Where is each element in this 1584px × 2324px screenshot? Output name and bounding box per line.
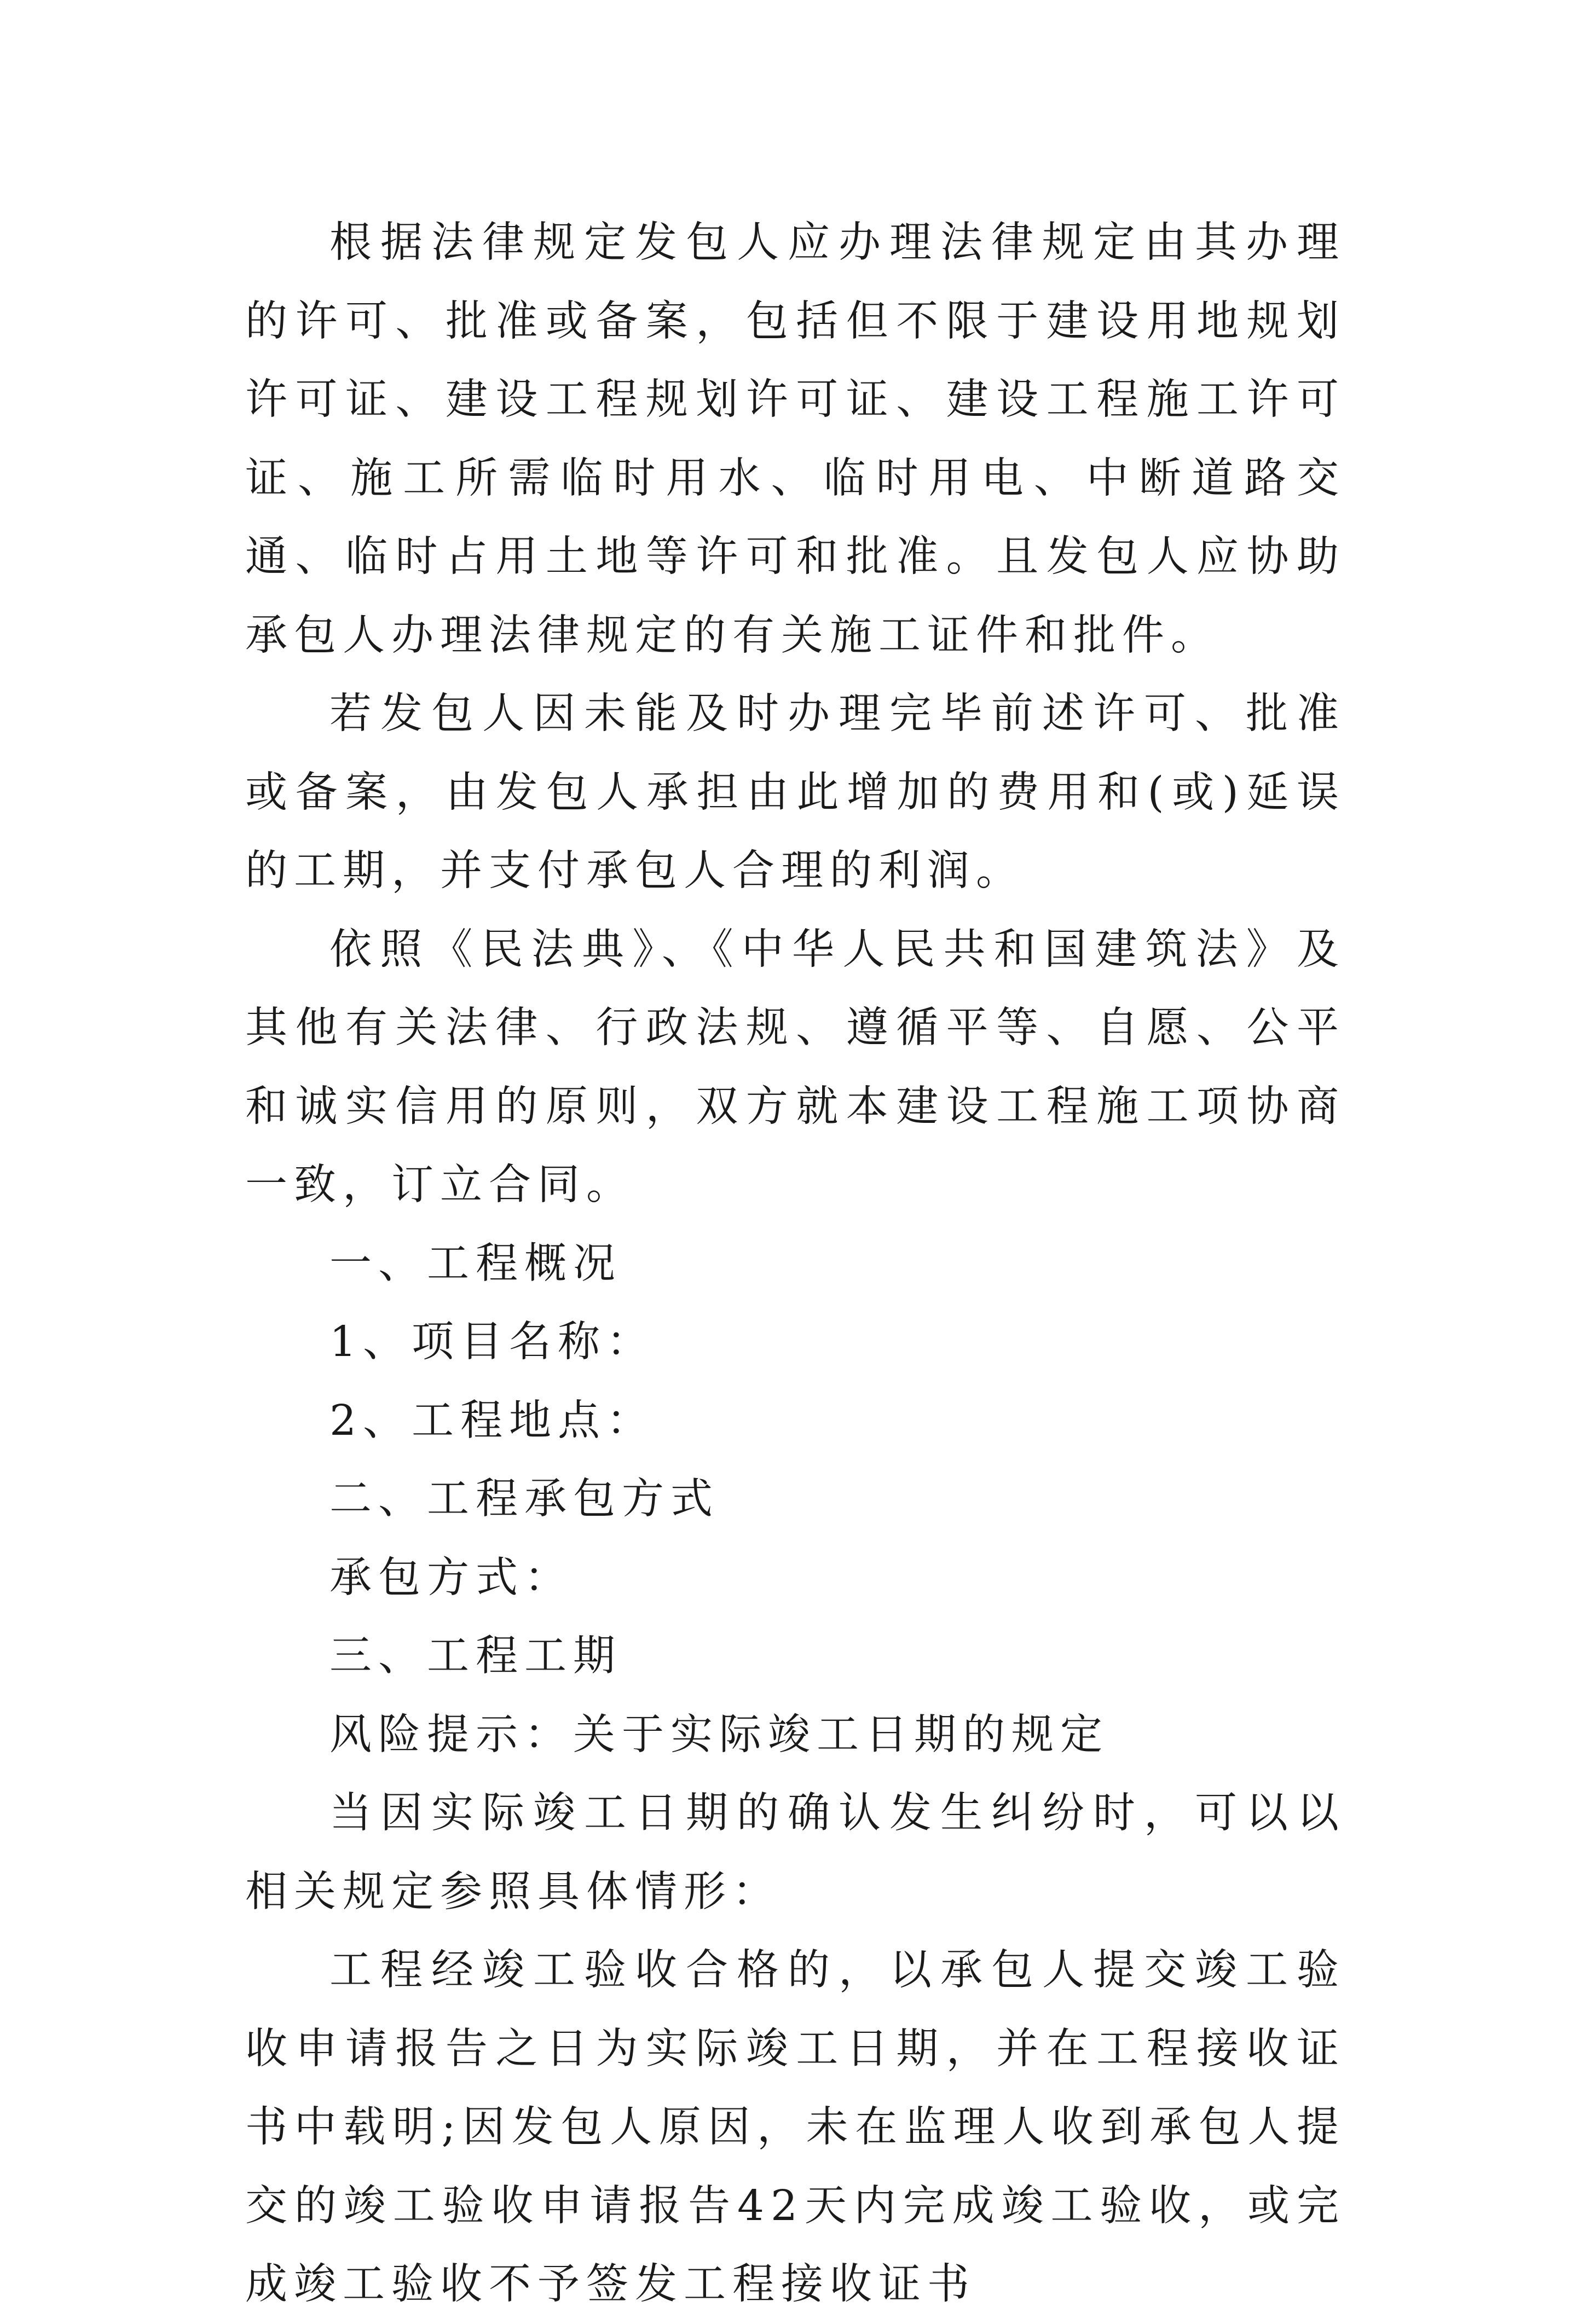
paragraph-completion-dispute: 当因实际竣工日期的确认发生纠纷时，可以以相关规定参照具体情形： <box>245 1789 1345 1916</box>
item-contract-method: 承包方式： <box>329 1553 573 1602</box>
paragraph-legal-basis: 依照《民法典》、《中华人民共和国建筑法》及其他有关法律、行政法规、遵循平等、自愿、公平和诚实信用的原则，双方就本建设工程施工项协商一致，订立合同。 <box>245 925 1345 1209</box>
document-body <box>245 204 1345 2324</box>
paragraph-permits: 根据法律规定发包人应办理法律规定由其办理的许可、批准或备案，包括但不限于建设用地规划许可证、建设工程规划许可证、建设工程施工许可证、施工所需临时用水、临时用电、中断道路交通、临时占用土地等许可和批准。且发包人应协助承包人办理法律规定的有关施工证件和批件。 <box>245 218 1345 660</box>
heading-project-duration: 三、工程工期 <box>329 1632 622 1680</box>
paragraph-delay-liability: 若发包人因未能及时办理完毕前述许可、批准或备案，由发包人承担由此增加的费用和(或)延误的工期，并支付承包人合理的利润。 <box>245 689 1345 895</box>
risk-notice: 风险提示：关于实际竣工日期的规定 <box>329 1710 1109 1759</box>
paragraph-completion-acceptance: 工程经竣工验收合格的，以承包人提交竣工验收申请报告之日为实际竣工日期，并在工程接收证书中载明;因发包人原因，未在监理人收到承包人提交的竣工验收申请报告42天内完成竣工验收，或完成竣工验收不予签发工程接收证书 <box>245 1946 1345 2309</box>
heading-contract-method: 二、工程承包方式 <box>329 1475 719 1523</box>
item-project-name: 1、项目名称： <box>329 1318 655 1366</box>
heading-project-overview: 一、工程概况 <box>329 1239 622 1288</box>
item-project-location: 2、工程地点： <box>329 1396 655 1445</box>
